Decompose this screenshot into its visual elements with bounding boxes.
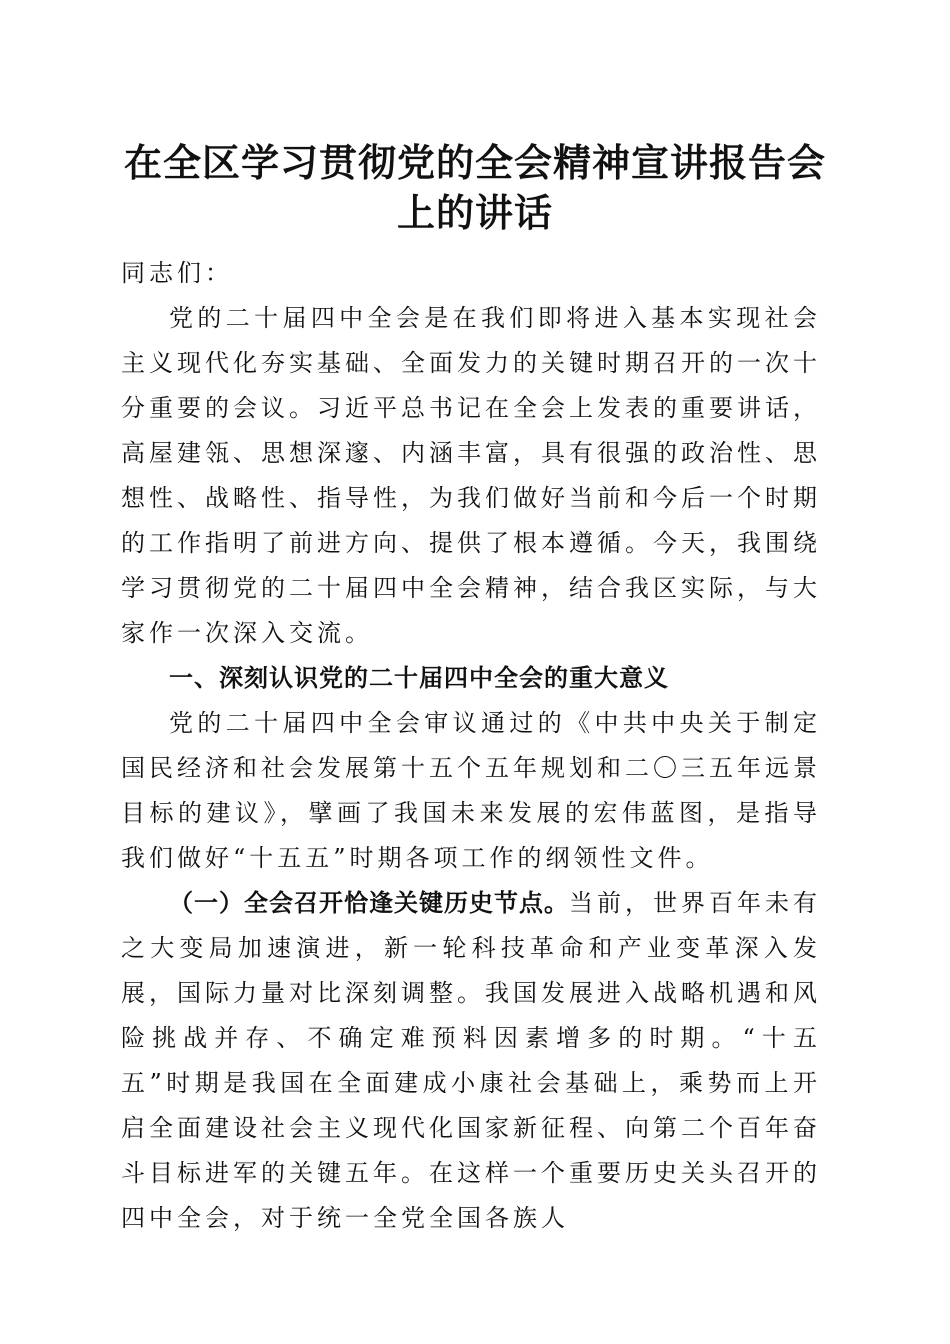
paragraph-historical-node — [121, 881, 821, 1241]
section-heading-1: 一、深刻认识党的二十届四中全会的重大意义 — [169, 664, 669, 692]
paragraph-historical-node-text: 当前，世界百年未有之大变局加速演进，新一轮科技革命和产业变革深入发展，国际力量对比深刻调整。我国发展进入战略机遇和风险挑战并存、不确定难预料因素增多的时期。“十五五”时期是我国在全面建成小康社会基础上，乘势而上开启全面建设社会主义现代化国家新征程、向第二个百年奋斗目标进军的关键五年。在这样一个重要历史关头召开的四中全会，对于统一全党全国各族人 — [121, 889, 821, 1232]
document-body — [121, 251, 821, 1241]
sub-heading-1: （一）全会召开恰逢关键历史节点。 — [169, 889, 569, 917]
document-title: 在全区学习贯彻党的全会精神宣讲报告会上的讲话 — [123, 140, 826, 235]
paragraph-intro: 党的二十届四中全会是在我们即将进入基本实现社会主义现代化夯实基础、全面发力的关键时期召开的一次十分重要的会议。习近平总书记在全会上发表的重要讲话，高屋建瓴、思想深邃、内涵丰富，具有很强的政治性、思想性、战略性、指导性，为我们做好当前和今后一个时期的工作指明了前进方向、提供了根本遵循。今天，我围绕学习贯彻党的二十届四中全会精神，结合我区实际，与大家作一次深入交流。 — [121, 304, 821, 647]
salutation: 同志们： — [121, 259, 233, 287]
paragraph-significance: 党的二十届四中全会审议通过的《中共中央关于制定国民经济和社会发展第十五个五年规划和二〇三五年远景目标的建议》，擘画了我国未来发展的宏伟蓝图，是指导我们做好“十五五”时期各项工作的纲领性文件。 — [121, 709, 821, 872]
